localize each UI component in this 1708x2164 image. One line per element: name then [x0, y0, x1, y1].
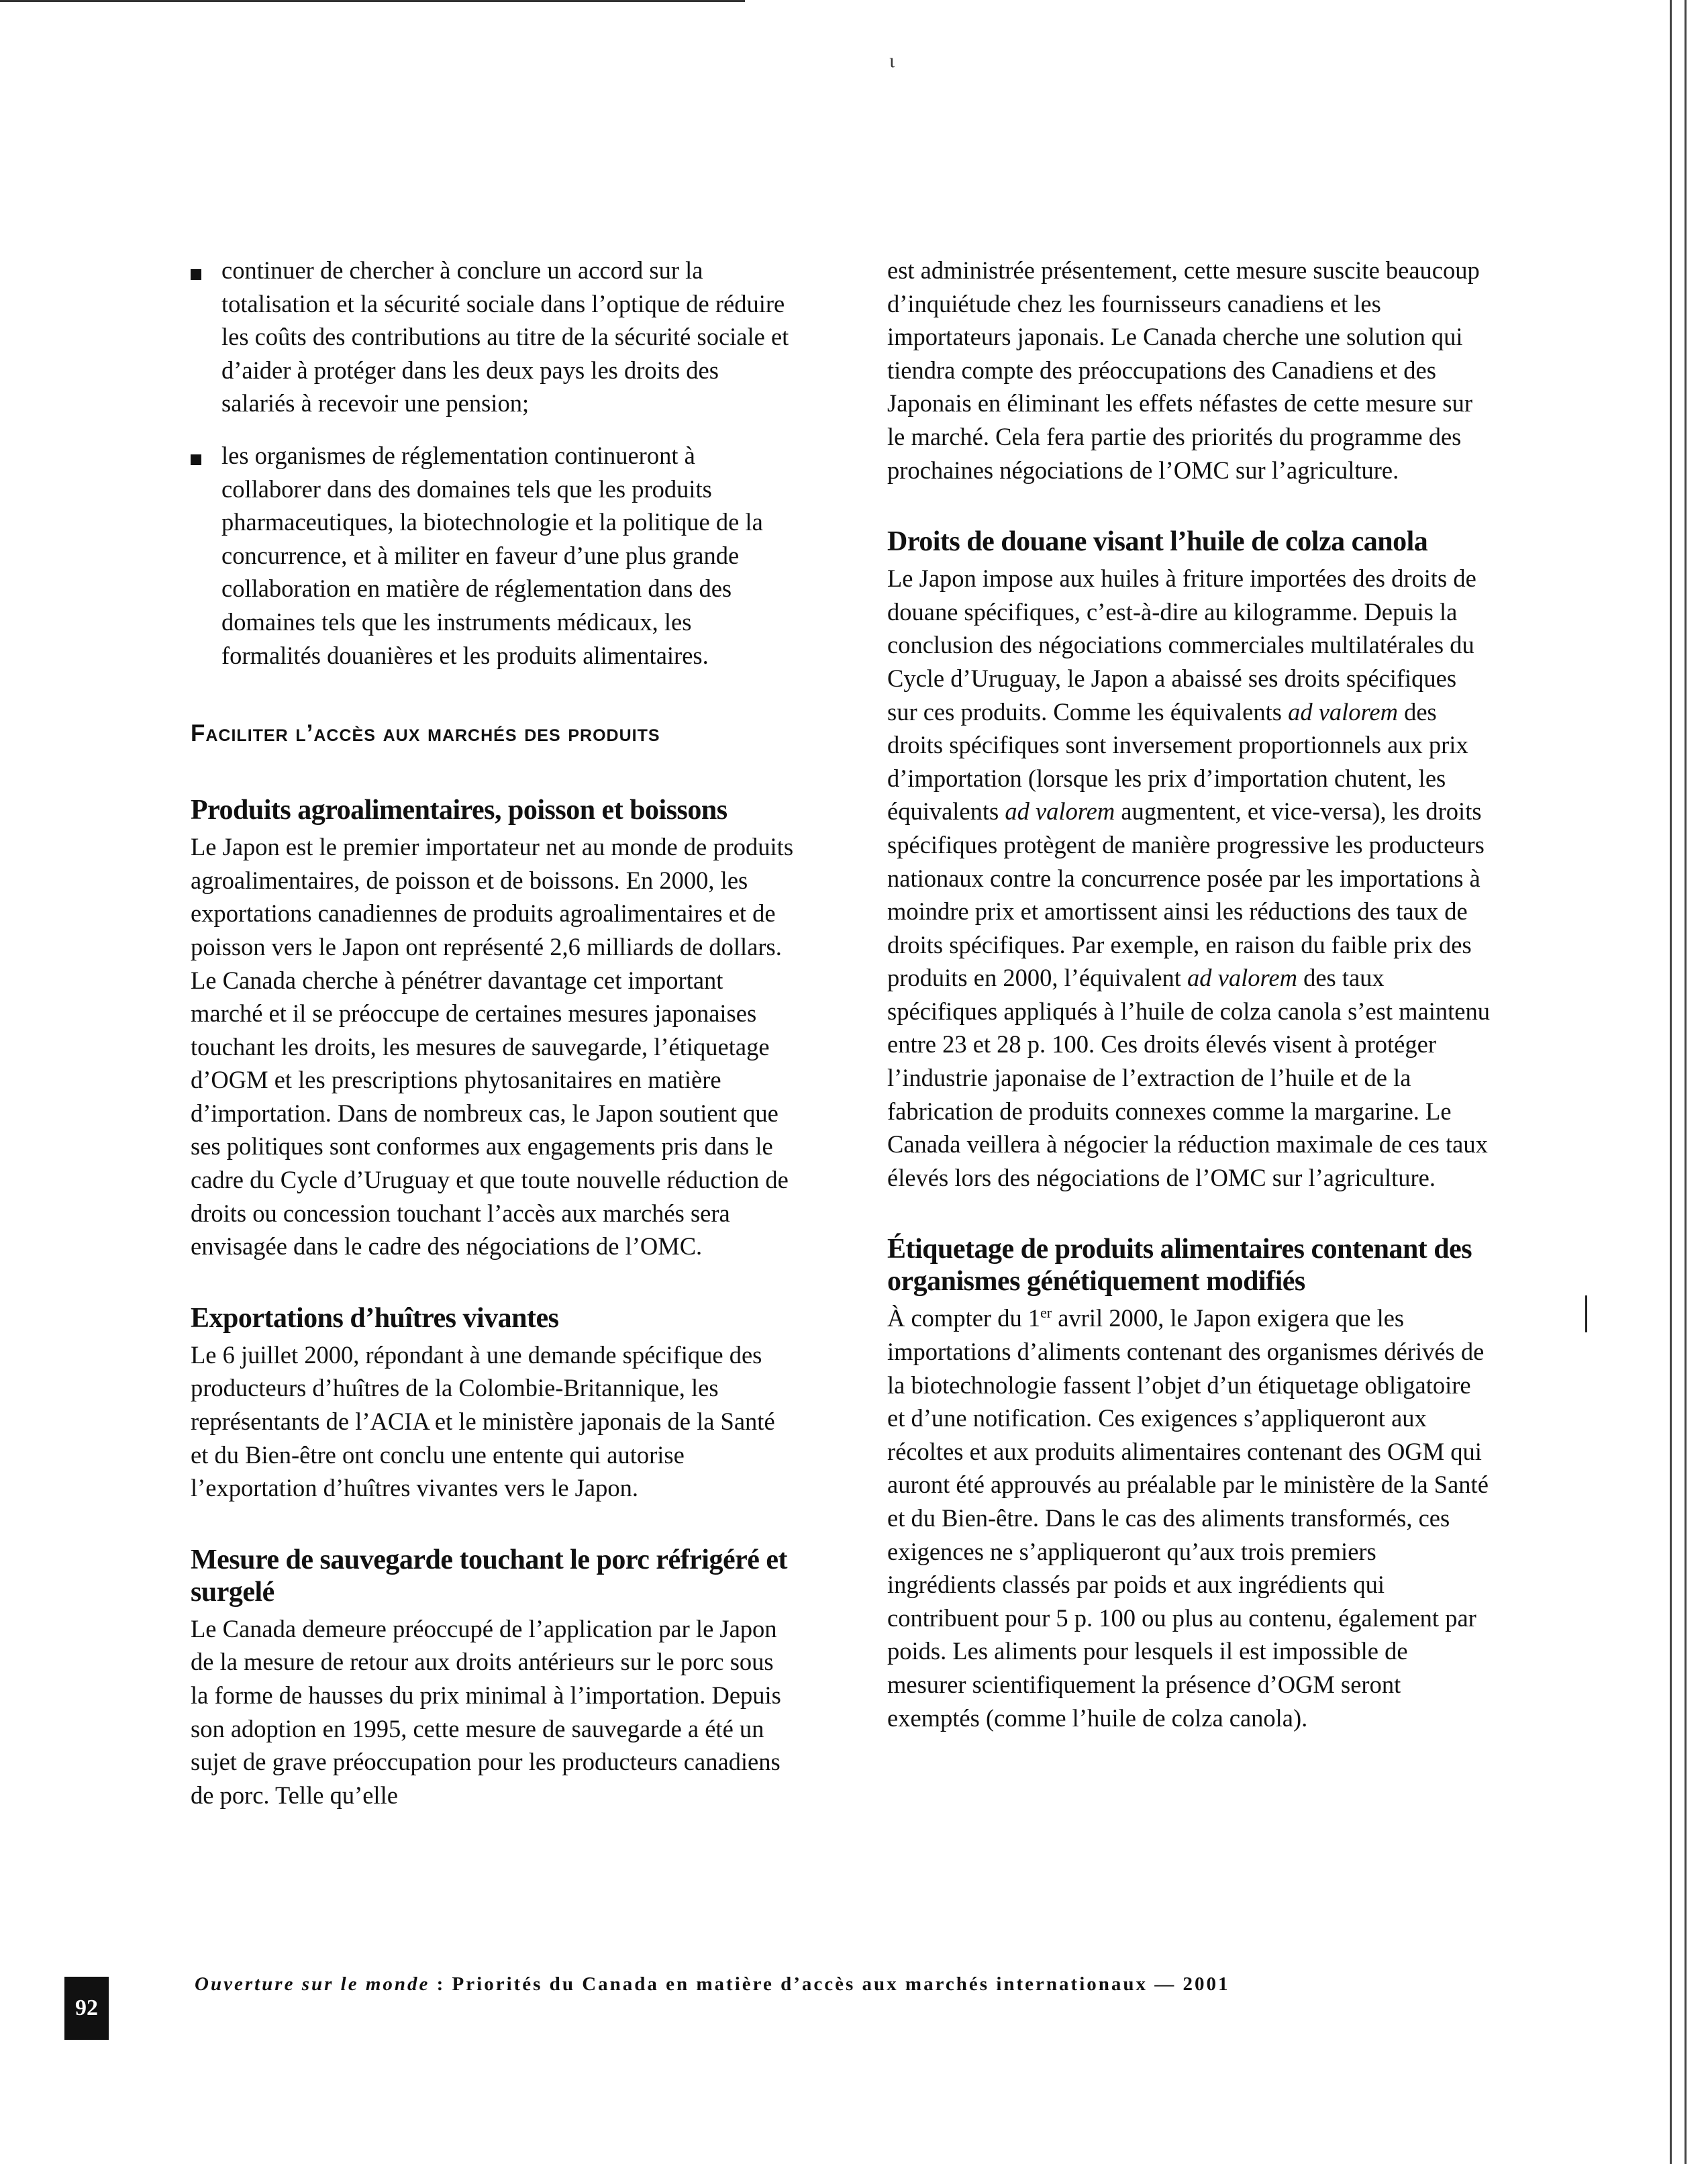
- section-title: [191, 719, 795, 748]
- square-bullet-icon: [191, 269, 201, 280]
- scan-mark: ι: [889, 50, 895, 72]
- italic-term: ad valorem: [1005, 797, 1115, 826]
- superscript: er: [1040, 1304, 1052, 1322]
- top-rule: [0, 0, 745, 2]
- text-run: avril 2000, le Japon exigera que les importations d’aliments contenant des organismes dérivés de la biotechnologie fassent l’objet d’un étiquetage obligatoire et d’une notification. Ces exigences s’appliqueront aux récoltes et aux produits alimentaires contenant des OGM qui auront été approuvés au préalable par le ministère de la Santé et du Bien-être. Dans le cas des aliments transformés, ces exigences ne s’appliqueront qu’aux trois premiers ingrédients classés par poids et aux ingrédients qui contribuent pour 5 p. 100 ou plus au contenu, également par poids. Les aliments pour lesquels il est impossible de mesurer scientifiquement la présence d’OGM seront exemptés (comme l’huile de colza canola).: [887, 1304, 1489, 1732]
- italic-term: ad valorem: [1187, 964, 1297, 992]
- paragraph-oysters: Le 6 juillet 2000, répondant à une demande spécifique des producteurs d’huîtres de la Colombie-Britannique, les représentants de l’ACIA et le ministère japonais de la Santé et du Bien-être ont conclu une entente qui autorise l’exportation d’huîtres vivantes vers le Japon.: [191, 1340, 775, 1502]
- bullet-text: continuer de chercher à conclure un accord sur la totalisation et la sécurité sociale dans l’optique de réduire les coûts des contributions au titre de la sécurité sociale et d’aider à protéger dans les deux pays les droits des salariés à recevoir une pension;: [221, 256, 789, 417]
- bullet-item: [191, 254, 795, 420]
- italic-term: ad valorem: [1288, 697, 1398, 726]
- heading-oysters: Exportations d’huîtres vivantes: [191, 1302, 559, 1334]
- scan-mark-vertical: [1585, 1295, 1587, 1332]
- bullet-item: [191, 439, 795, 672]
- heading-pork: Mesure de sauvegarde touchant le porc réfrigéré et surgelé: [191, 1544, 788, 1608]
- heading-gmo: Étiquetage de produits alimentaires contenant des organismes génétiquement modifiés: [887, 1234, 1472, 1297]
- paragraph-pork: Le Canada demeure préoccupé de l’application par le Japon de la mesure de retour aux droits antérieurs sur le porc sous la forme de hausses du prix minimal à l’importation. Depuis son adoption en 1995, cette mesure de sauvegarde a été un sujet de grave préoccupation pour les producteurs canadiens de porc. Telle qu’elle: [191, 1614, 781, 1809]
- paragraph-pork-continued: est administrée présentement, cette mesure suscite beaucoup d’inquiétude chez les fournisseurs canadiens et les importateurs japonais. Le Canada cherche une solution qui tiendra compte des préoccupations des Canadiens et des Japonais en éliminant les effets néfastes de cette mesure sur le marché. Cela fera partie des priorités du programme des prochaines négociations de l’OMC sur l’agriculture.: [887, 256, 1480, 484]
- paragraph-canola: [887, 562, 1491, 1194]
- paragraph-gmo: [887, 1301, 1491, 1734]
- page-number: 92: [64, 1977, 109, 2040]
- footer-title-rest: : Priorités du Canada en matière d’accès aux marchés internationaux — 2001: [430, 1973, 1230, 1995]
- heading-agro: Produits agroalimentaires, poisson et boissons: [191, 795, 727, 826]
- text-run: Le Japon impose aux huiles à friture importées des droits de douane spécifiques, c’est-à-dire au kilogramme. Depuis la conclusion des négociations commerciales multilatérales du Cycle d’Uruguay, le Japon a abaissé ses droits spécifiques sur ces produits. Comme les équivalents: [887, 564, 1476, 726]
- left-column: [191, 254, 795, 1812]
- running-footer: [195, 1973, 1230, 1996]
- text-run: augmentent, et vice-versa), les droits spécifiques protègent de manière progressive les producteurs nationaux contre la concurrence posée par les importations à moindre prix et amortissent ainsi les réductions des taux de droits spécifiques. Par exemple, en raison du faible prix des produits en 2000, l’équivalent: [887, 797, 1485, 992]
- heading-canola: Droits de douane visant l’huile de colza canola: [887, 526, 1428, 558]
- bullet-list: [191, 254, 795, 672]
- footer-title-italic: Ouverture sur le monde: [195, 1973, 430, 1995]
- section-title-text: Faciliter l’accès aux marchés des produits: [191, 720, 660, 747]
- bullet-text: les organismes de réglementation continueront à collaborer dans des domaines tels que les produits pharmaceutiques, la biotechnologie et la politique de la concurrence, et à militer en faveur d’une plus grande collaboration en matière de réglementation dans des domaines tels que les instruments médicaux, les formalités douanières et les produits alimentaires.: [221, 441, 763, 669]
- text-run: des droits spécifiques sont inversement proportionnels aux prix d’importation (lorsque les prix d’importation chutent, les équivalents: [887, 697, 1468, 826]
- paragraph-agro: Le Japon est le premier importateur net au monde de produits agroalimentaires, de poisson et de boissons. En 2000, les exportations canadiennes de produits agroalimentaires et de poisson vers le Japon ont représenté 2,6 milliards de dollars. Le Canada cherche à pénétrer davantage cet important marché et il se préoccupe de certaines mesures japonaises touchant les droits, les mesures de sauvegarde, l’étiquetage d’OGM et les prescriptions phytosanitaires en matière d’importation. Dans de nombreux cas, le Japon soutient que ses politiques sont conformes aux engagements pris dans le cadre du Cycle d’Uruguay et que toute nouvelle réduction de droits ou concession touchant l’accès aux marchés sera envisagée dans le cadre des négociations de l’OMC.: [191, 833, 794, 1261]
- text-run: des taux spécifiques appliqués à l’huile de colza canola s’est maintenu entre 23 et 28 p. 100. Ces droits élevés visent à protéger l’industrie japonaise de l’extraction de l’huile et de la fabrication de produits connexes comme la margarine. Le Canada veillera à négocier la réduction maximale de ces taux élevés lors des négociations de l’OMC sur l’agriculture.: [887, 964, 1490, 1191]
- right-column: [887, 254, 1491, 1734]
- text-run: À compter du 1: [887, 1304, 1041, 1332]
- square-bullet-icon: [191, 454, 201, 465]
- page-edge-border: [1670, 0, 1690, 2164]
